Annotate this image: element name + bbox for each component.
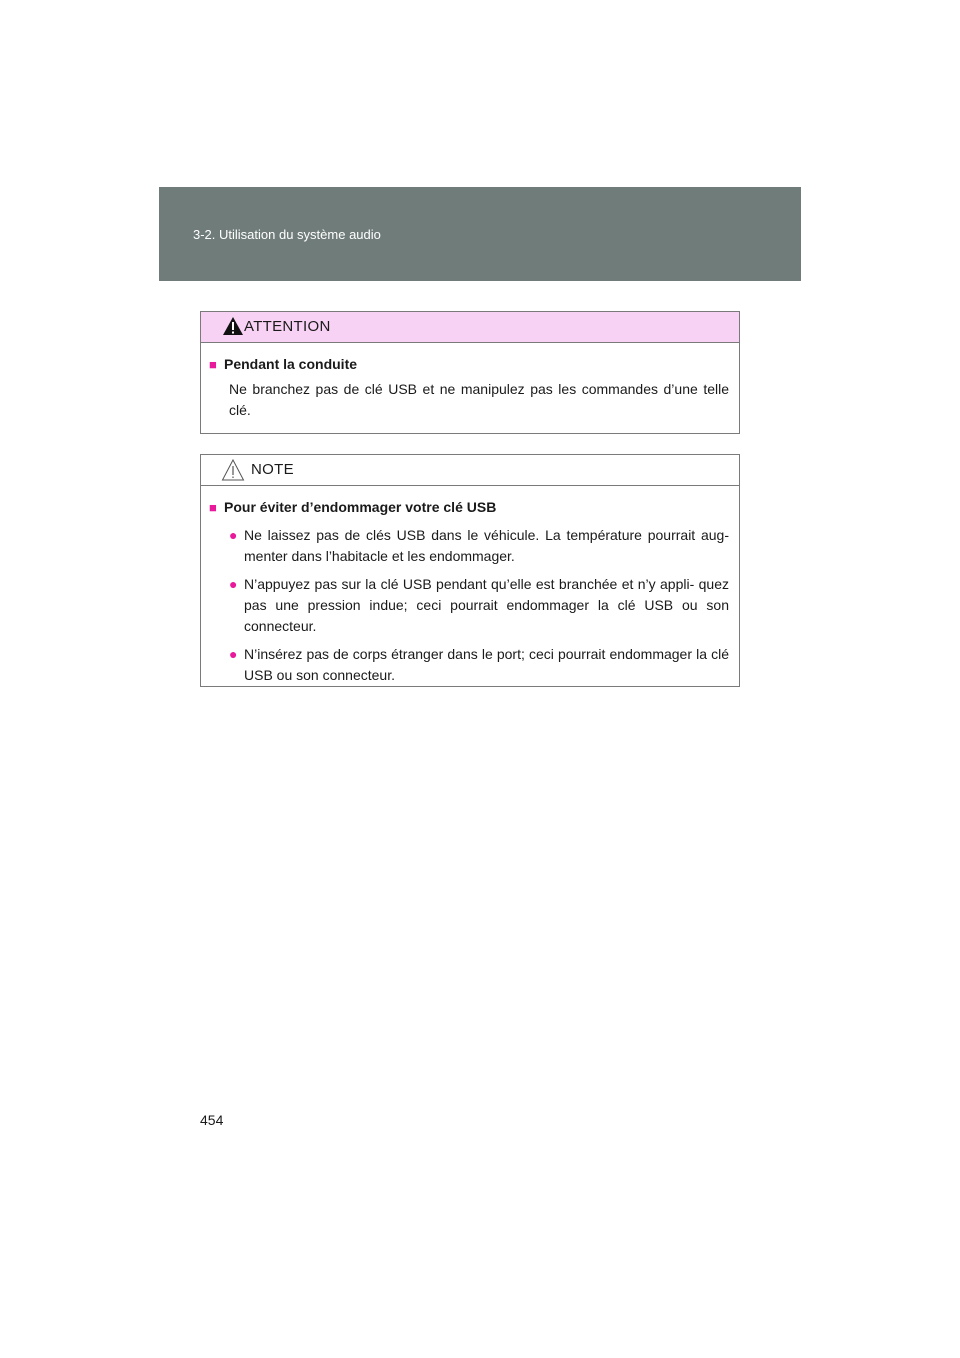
- square-bullet-icon: ■: [209, 500, 217, 515]
- list-item: ● Ne laissez pas de clés USB dans le véhicule. La température pourrait aug- menter dans l’habitacle et les endommager.: [229, 525, 729, 567]
- note-header: [201, 455, 739, 486]
- attention-text: Ne branchez pas de clé USB et ne manipulez pas les commandes d’une telle clé.: [229, 381, 729, 418]
- list-item: ● N’appuyez pas sur la clé USB pendant qu’elle est branchée et n’y appli- quez pas une pression indue; ceci pourrait endommager la clé USB ou son connecteur.: [229, 574, 729, 637]
- note-heading: ■ Pour éviter d’endommager votre clé USB: [209, 497, 729, 518]
- note-title: NOTE: [251, 461, 294, 478]
- warning-icon: [222, 316, 244, 336]
- attention-heading: ■ Pendant la conduite: [209, 354, 729, 375]
- section-header: [159, 187, 801, 281]
- list-item: ● N’insérez pas de corps étranger dans le port; ceci pourrait endommager la clé USB ou son connecteur.: [229, 644, 729, 686]
- attention-header: [201, 312, 739, 343]
- square-bullet-icon: ■: [209, 357, 217, 372]
- dot-bullet-icon: ●: [229, 527, 238, 543]
- attention-title: ATTENTION: [244, 318, 331, 335]
- caution-outline-icon: [221, 458, 245, 482]
- dot-bullet-icon: ●: [229, 646, 238, 662]
- dot-bullet-icon: ●: [229, 576, 238, 592]
- page-number: 454: [200, 1112, 224, 1128]
- section-title: 3-2. Utilisation du système audio: [193, 227, 381, 242]
- note-box: [200, 454, 740, 687]
- attention-box: [200, 311, 740, 434]
